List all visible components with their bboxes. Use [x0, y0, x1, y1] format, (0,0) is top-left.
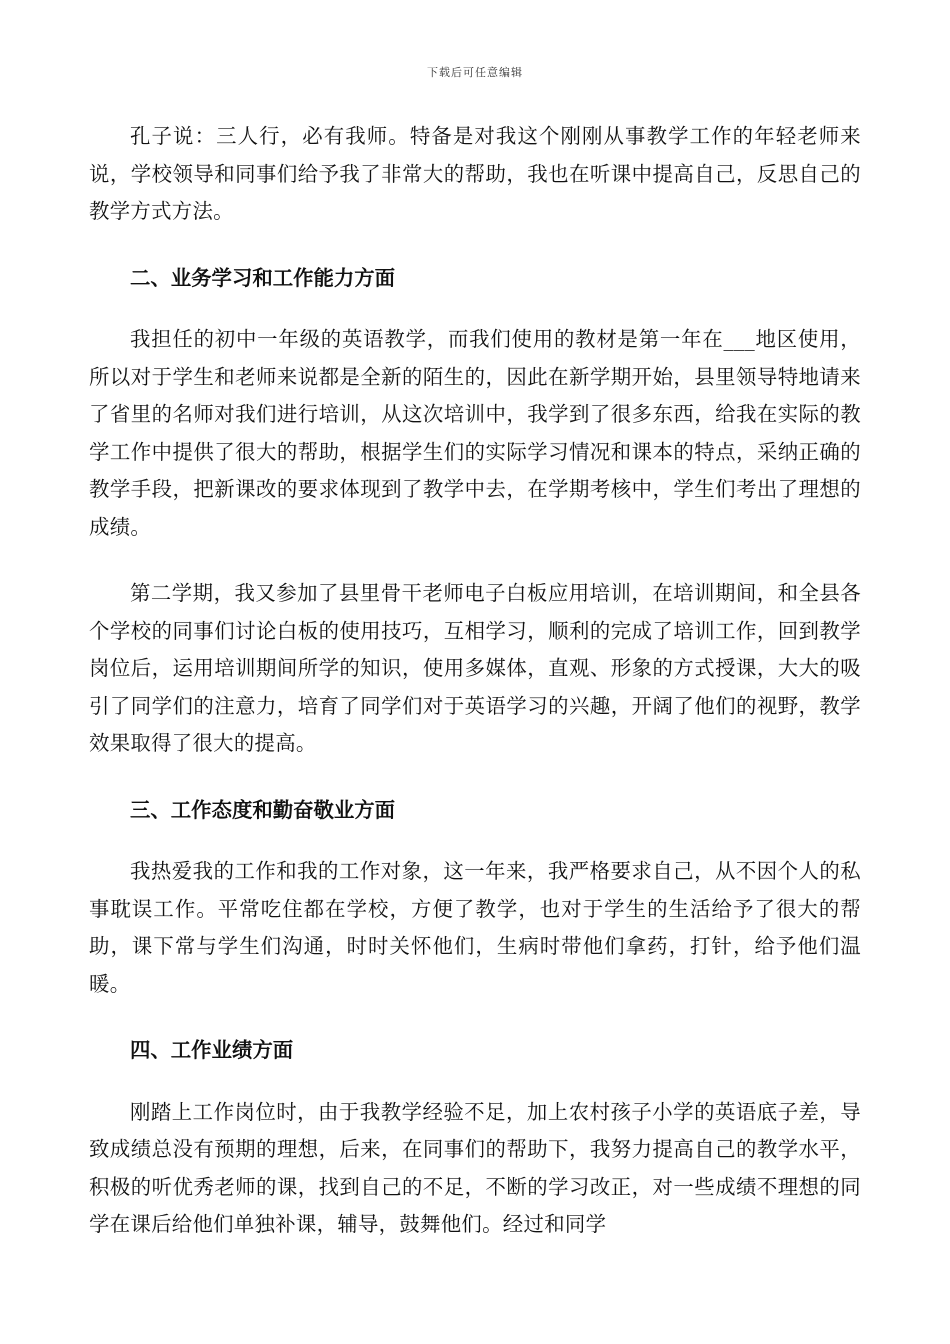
section-heading-2: 二、业务学习和工作能力方面 — [130, 265, 396, 290]
section-heading-3: 三、工作态度和勤奋敬业方面 — [130, 797, 396, 822]
section-heading-4: 四、工作业绩方面 — [130, 1038, 294, 1062]
page-header: 下载后可任意编辑 — [427, 66, 523, 79]
paragraph-4: 我热爱我的工作和我的工作对象，这一年来，我严格要求自己，从不因个人的私事耽误工作。平常吃住都在学校，方便了教学，也对于学生的生活给予了很大的帮助，课下常与学生们沟通，时时关怀他们，生病时带他们拿药，打针，给予他们温暖。 — [89, 859, 861, 996]
document-body — [89, 118, 861, 1244]
paragraph-5: 刚踏上工作岗位时，由于我教学经验不足，加上农村孩子小学的英语底子差，导致成绩总没有预期的理想，后来，在同事们的帮助下，我努力提高自己的教学水平，积极的听优秀老师的课，找到自己的不足，不断的学习改正，对一些成绩不理想的同学在课后给他们单独补课，辅导，鼓舞他们。经过和同学 — [89, 1099, 861, 1236]
paragraph-1: 孔子说：三人行，必有我师。特备是对我这个刚刚从事教学工作的年轻老师来说，学校领导和同事们给予我了非常大的帮助，我也在听课中提高自己，反思自己的教学方式方法。 — [89, 124, 861, 223]
paragraph-3: 第二学期，我又参加了县里骨干老师电子白板应用培训，在培训期间，和全县各个学校的同事们讨论白板的使用技巧，互相学习，顺利的完成了培训工作，回到教学岗位后，运用培训期间所学的知识，使用多媒体，直观、形象的方式授课，大大的吸引了同学们的注意力，培育了同学们对于英语学习的兴趣，开阔了他们的视野，教学效果取得了很大的提高。 — [89, 581, 861, 755]
paragraph-2: 我担任的初中一年级的英语教学，而我们使用的教材是第一年在___地区使用，所以对于学生和老师来说都是全新的陌生的，因此在新学期开始，县里领导特地请来了省里的名师对我们进行培训，从这次培训中，我学到了很多东西，给我在实际的教学工作中提供了很大的帮助，根据学生们的实际学习情况和课本的特点，采纳正确的教学手段，把新课改的要求体现到了教学中去，在学期考核中，学生们考出了理想的成绩。 — [89, 327, 861, 539]
